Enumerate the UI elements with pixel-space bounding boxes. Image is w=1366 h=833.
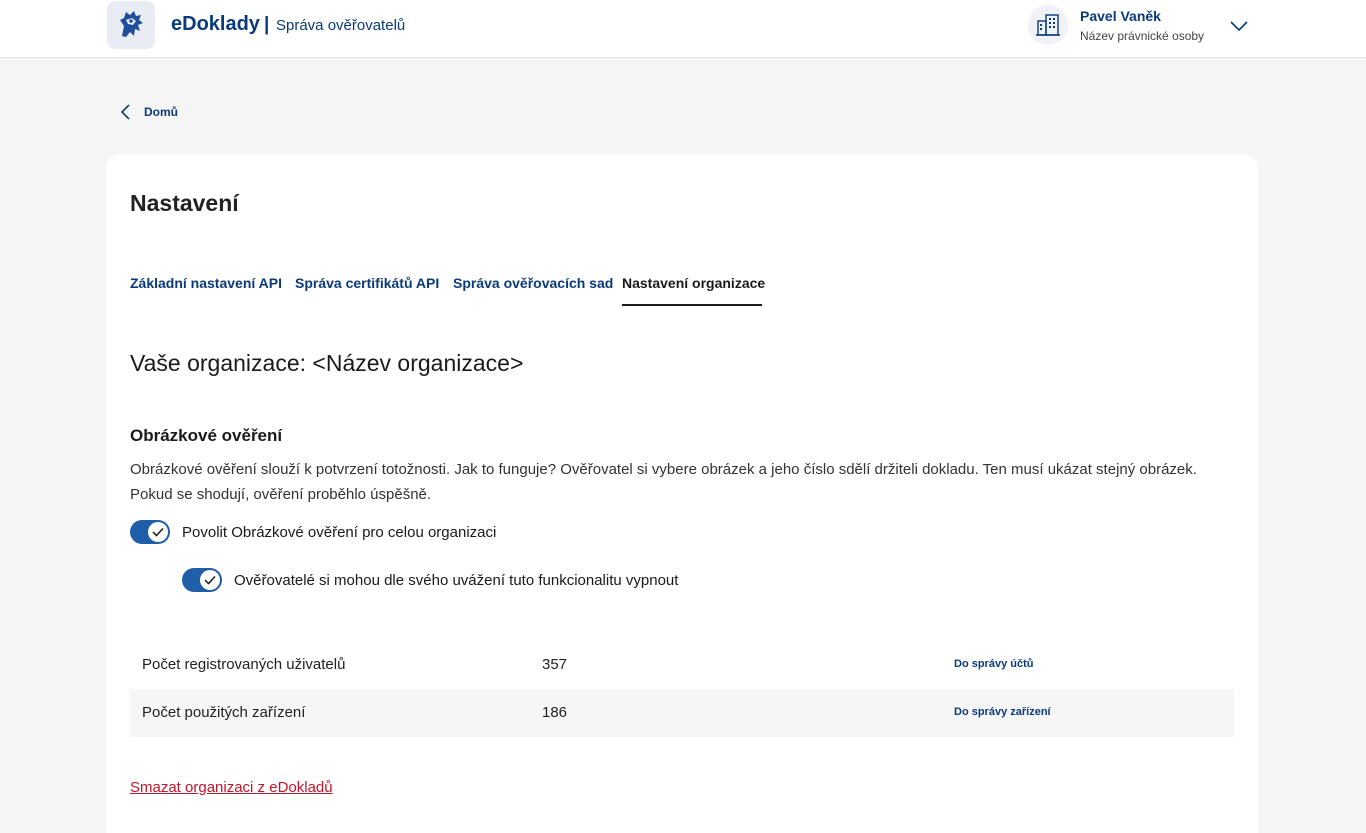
tab-api-basic-settings[interactable]: Základní nastavení API (130, 275, 282, 291)
stat-label: Počet použitých zařízení (142, 704, 306, 721)
app-subtitle: Správa ověřovatelů (276, 17, 406, 34)
tab-verification-sets[interactable]: Správa ověřovacích sad (453, 275, 614, 291)
stat-label: Počet registrovaných uživatelů (142, 656, 346, 673)
lion-coat-of-arms-icon (112, 6, 150, 44)
image-verification-description: Obrázkové ověření slouží k potvrzení totožnosti. Jak to funguje? Ověřovatel si vybere obrázek a jeho číslo sdělí držiteli dokladu. Ten musí ukázat stejný obrázek. Pokud se shodují, ověření proběhlo úspěšně. (130, 461, 1197, 503)
table-row (130, 689, 1234, 737)
user-name[interactable]: Pavel Vaněk (1080, 8, 1161, 24)
chevron-left-icon (120, 103, 132, 121)
stat-value: 186 (542, 704, 568, 721)
toggle-verifiers-can-disable-label: Ověřovatelé si mohou dle svého uvážení tuto funkcionalitu vypnout (234, 571, 679, 589)
page-title: Nastavení (130, 190, 239, 216)
manage-devices-link[interactable]: Do správy zařízení (954, 706, 1051, 718)
toggle-knob (200, 570, 220, 590)
back-link[interactable] (120, 103, 178, 121)
delete-organization-link[interactable]: Smazat organizaci z eDokladů (130, 779, 333, 796)
toggle-enable-image-verification[interactable] (130, 520, 170, 544)
settings-card (106, 154, 1258, 833)
building-icon (1035, 12, 1061, 38)
active-tab-indicator (622, 304, 762, 306)
stat-value: 357 (542, 656, 568, 673)
check-icon (203, 573, 217, 587)
table-row (130, 641, 1234, 689)
tab-api-certificates[interactable]: Správa certifikátů API (295, 275, 440, 291)
user-avatar[interactable] (1028, 5, 1068, 45)
toggle-row-org[interactable] (130, 520, 496, 544)
check-icon (151, 525, 165, 539)
tab-organization-settings[interactable]: Nastavení organizace (622, 275, 766, 291)
app-logo[interactable] (107, 1, 155, 49)
app-title-separator: | (264, 14, 270, 35)
organization-title: Vaše organizace: <Název organizace> (130, 350, 524, 376)
chevron-down-icon[interactable] (1228, 15, 1250, 37)
toggle-verifiers-can-disable[interactable] (182, 568, 222, 592)
app-name[interactable]: eDoklady (171, 13, 260, 35)
back-link-label: Domů (144, 105, 178, 119)
image-verification-title: Obrázkové ověření (130, 426, 283, 445)
organization-stats-table (130, 641, 1234, 737)
toggle-enable-image-verification-label: Povolit Obrázkové ověření pro celou organizaci (182, 523, 497, 541)
manage-accounts-link[interactable]: Do správy účtů (954, 658, 1034, 670)
user-organization: Název právnické osoby (1080, 29, 1205, 43)
app-header (0, 0, 1366, 58)
toggle-row-verifiers[interactable] (182, 568, 678, 592)
toggle-knob (148, 522, 168, 542)
